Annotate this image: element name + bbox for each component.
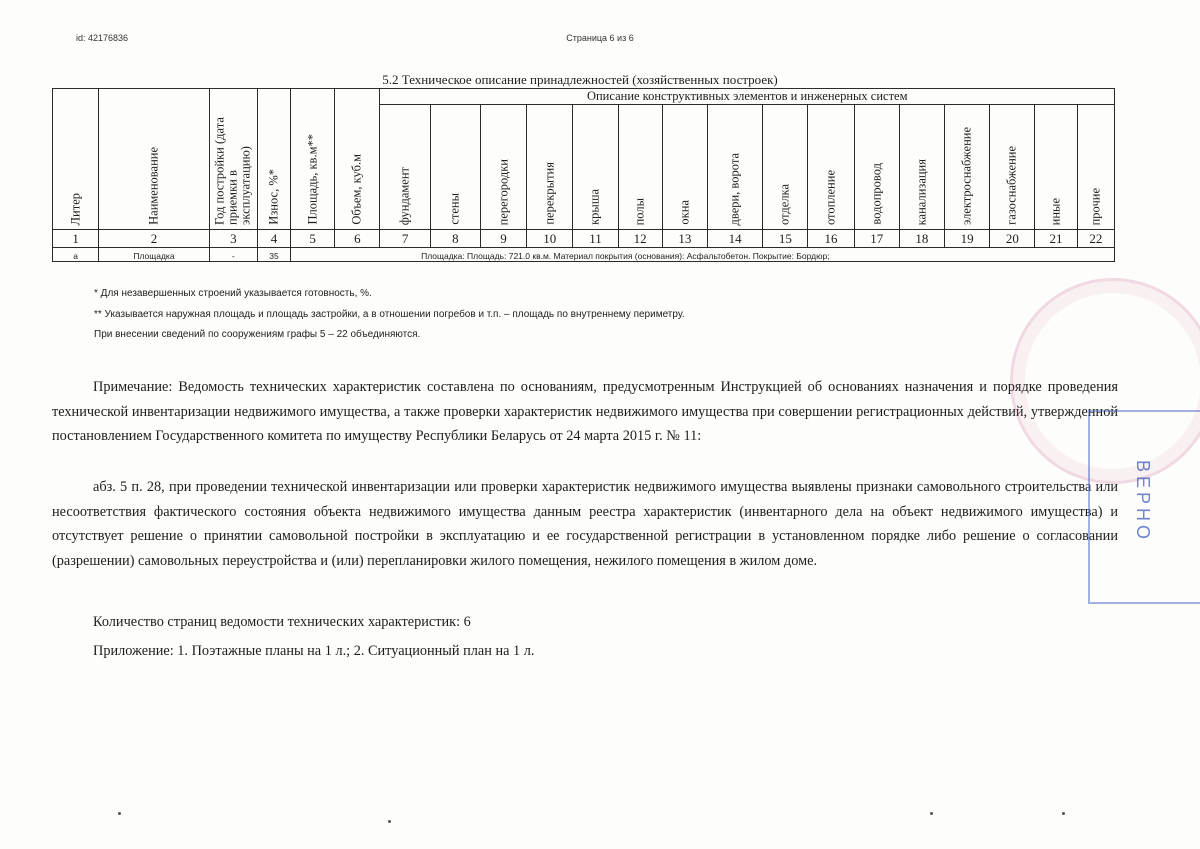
- cell-name: Площадка: [99, 248, 210, 262]
- header-floors: полы: [618, 105, 662, 230]
- header-name: Наименование: [99, 89, 210, 230]
- column-number-row: [53, 230, 1115, 248]
- scan-speck: [118, 812, 121, 815]
- column-number: 13: [662, 230, 707, 248]
- appendix-line: Приложение: 1. Поэтажные планы на 1 л.; 2. Ситуационный план на 1 л.: [93, 643, 535, 659]
- column-number: 14: [707, 230, 762, 248]
- cell-description: Площадка: Площадь: 721.0 кв.м. Материал покрытия (основания): Асфальтобетон. Покрытие: Бордюр;: [291, 248, 1115, 262]
- header-sewerage: канализация: [899, 105, 944, 230]
- header-gas: газоснабжение: [990, 105, 1035, 230]
- document-id: id: 42176836: [76, 33, 129, 43]
- clause-paragraph: абз. 5 п. 28, при проведении технической инвентаризации или проверки характеристик недвижимого имущества выявлены признаки самовольного строительства или несоответствия фактического состояния объекта недвижимого имущества данным реестра характеристик (инвентарного дела на объект недвижимого имущества) и отсутствует решение о принятии самовольной постройки в эксплуатацию и ее государственной регистрации в установленном порядке либо решение о согласовании (разрешении) самовольных переустройства и (или) перепланировки жилого помещения, нежилого помещения в жилом доме.: [52, 479, 1118, 569]
- column-number: 22: [1077, 230, 1114, 248]
- column-number: 17: [854, 230, 899, 248]
- header-year: Год постройки (дата приемки в эксплуатацию): [209, 89, 257, 230]
- column-number: 20: [990, 230, 1035, 248]
- note-paragraph: Примечание: Ведомость технических характеристик составлена по основаниям, предусмотренным Инструкцией об основаниях назначения и порядке проведения технической инвентаризации недвижимого имущества, а также проверки характеристик недвижимого имущества при совершении регистрационных действий, утвержденной постановлением Государственного комитета по имуществу Республики Беларусь от 24 марта 2015 г. № 11:: [52, 379, 1118, 444]
- header-volume: Объем, куб.м: [335, 89, 380, 230]
- header-liter: Литер: [53, 89, 99, 230]
- header-heating: отопление: [808, 105, 854, 230]
- column-number: 19: [945, 230, 990, 248]
- column-number: 15: [763, 230, 808, 248]
- column-number: 10: [527, 230, 573, 248]
- header-windows: окна: [662, 105, 707, 230]
- header-structural-elements: Описание конструктивных элементов и инженерных систем: [380, 89, 1115, 105]
- stamp-label: ВЕРНО: [1133, 460, 1153, 544]
- column-number: 18: [899, 230, 944, 248]
- column-number: 3: [209, 230, 257, 248]
- cell-year: -: [209, 248, 257, 262]
- footnote-structures: При внесении сведений по сооружениям графы 5 – 22 объединяются.: [94, 329, 421, 340]
- header-misc: прочие: [1077, 105, 1114, 230]
- characteristics-table: [52, 88, 1115, 262]
- header-foundation: фундамент: [380, 105, 430, 230]
- column-number: 9: [480, 230, 526, 248]
- column-number: 6: [335, 230, 380, 248]
- scan-speck: [1062, 812, 1065, 815]
- column-number: 21: [1035, 230, 1077, 248]
- column-number: 11: [573, 230, 618, 248]
- section-title: 5.2 Техническое описание принадлежностей (хозяйственных построек): [382, 72, 778, 87]
- header-partitions: перегородки: [480, 105, 526, 230]
- header-area: Площадь, кв.м**: [291, 89, 335, 230]
- header-other-systems: иные: [1035, 105, 1077, 230]
- page-number: Страница 6 из 6: [566, 33, 634, 43]
- page-count-line: Количество страниц ведомости технических характеристик: 6: [93, 614, 471, 630]
- column-number: 16: [808, 230, 854, 248]
- header-finishing: отделка: [763, 105, 808, 230]
- footnote-readiness: * Для незавершенных строений указывается готовность, %.: [94, 288, 372, 299]
- header-water-supply: водопровод: [854, 105, 899, 230]
- scan-speck: [930, 812, 933, 815]
- footnote-area: ** Указывается наружная площадь и площадь застройки, а в отношении погребов и т.п. – площадь по внутреннему периметру.: [94, 309, 685, 320]
- header-roof: крыша: [573, 105, 618, 230]
- header-wear: Износ, %*: [257, 89, 290, 230]
- header-floors-slabs: перекрытия: [527, 105, 573, 230]
- header-walls: стены: [430, 105, 480, 230]
- cell-liter: а: [53, 248, 99, 262]
- column-number: 5: [291, 230, 335, 248]
- column-number: 1: [53, 230, 99, 248]
- column-number: 7: [380, 230, 430, 248]
- header-doors-gates: двери, ворота: [707, 105, 762, 230]
- cell-wear: 35: [257, 248, 290, 262]
- column-number: 12: [618, 230, 662, 248]
- column-number: 8: [430, 230, 480, 248]
- column-number: 4: [257, 230, 290, 248]
- header-electricity: электроснабжение: [945, 105, 990, 230]
- table-row: [53, 248, 1115, 262]
- column-number: 2: [99, 230, 210, 248]
- scan-speck: [388, 820, 391, 823]
